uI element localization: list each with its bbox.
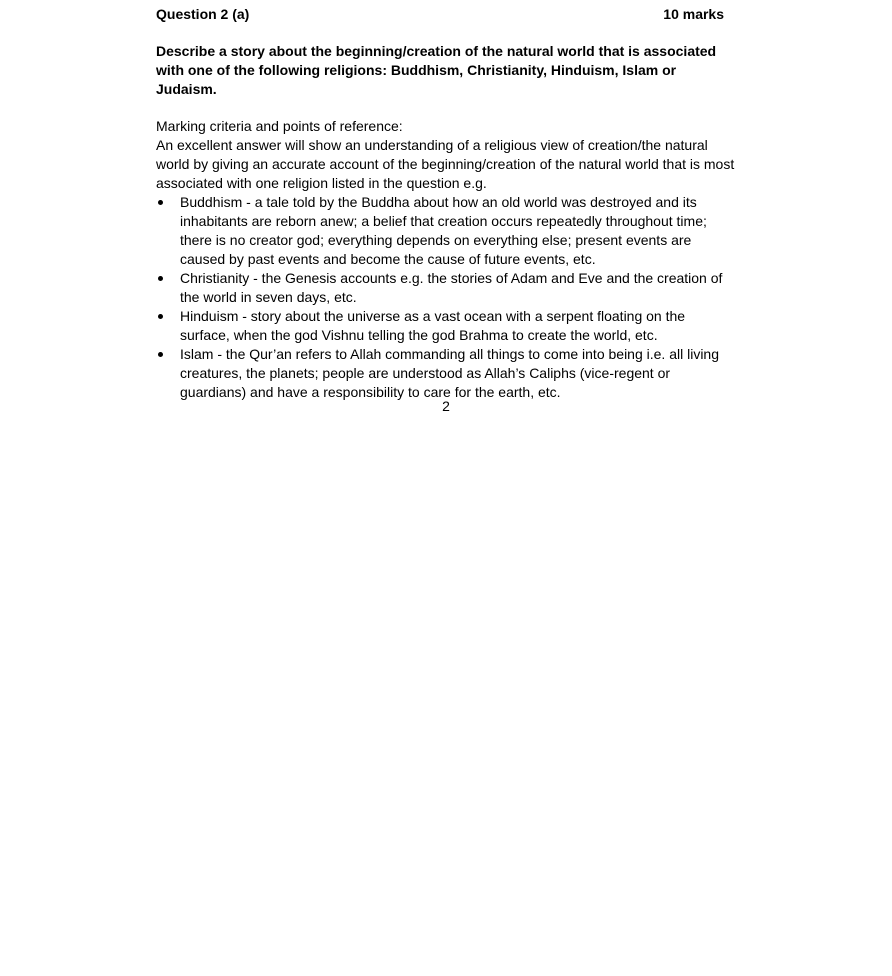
document-page bbox=[156, 0, 736, 402]
point-text-christianity: Christianity - the Genesis accounts e.g. the stories of Adam and Eve and the creation of the world in seven days, etc. bbox=[180, 270, 723, 305]
list-item bbox=[156, 307, 736, 345]
point-text-buddhism: Buddhism - a tale told by the Buddha about how an old world was destroyed and its inhabitants are reborn anew; a belief that creation occurs repeatedly throughout time; there is no creator god; everything depends on everything else; present events are caused by past events and become the cause of future events, etc. bbox=[180, 194, 707, 267]
point-text-hinduism: Hinduism - story about the universe as a vast ocean with a serpent floating on the surface, when the god Vishnu telling the god Brahma to create the world, etc. bbox=[180, 308, 686, 343]
question-header bbox=[156, 5, 724, 24]
criteria-points-list bbox=[156, 193, 736, 402]
list-item bbox=[156, 345, 736, 402]
point-text-islam: Islam - the Qur’an refers to Allah commanding all things to come into being i.e. all living creatures, the planets; people are understood as Allah’s Caliphs (vice-regent or guardians) and have a responsibility to care for the earth, etc. bbox=[180, 346, 720, 400]
list-item bbox=[156, 269, 736, 307]
question-label: Question 2 (a) bbox=[156, 6, 250, 22]
criteria-title: Marking criteria and points of reference: bbox=[156, 118, 403, 134]
question-prompt: Describe a story about the beginning/creation of the natural world that is associated with one of the following religions: Buddhism, Christianity, Hinduism, Islam or Judaism. bbox=[156, 43, 717, 97]
question-marks: 10 marks bbox=[663, 6, 724, 22]
list-item bbox=[156, 193, 736, 269]
page-number: 2 bbox=[442, 398, 450, 414]
criteria-intro: An excellent answer will show an understanding of a religious view of creation/the natural world by giving an accurate account of the beginning/creation of the natural world that is most associated with one religion listed in the question e.g. bbox=[156, 137, 735, 191]
